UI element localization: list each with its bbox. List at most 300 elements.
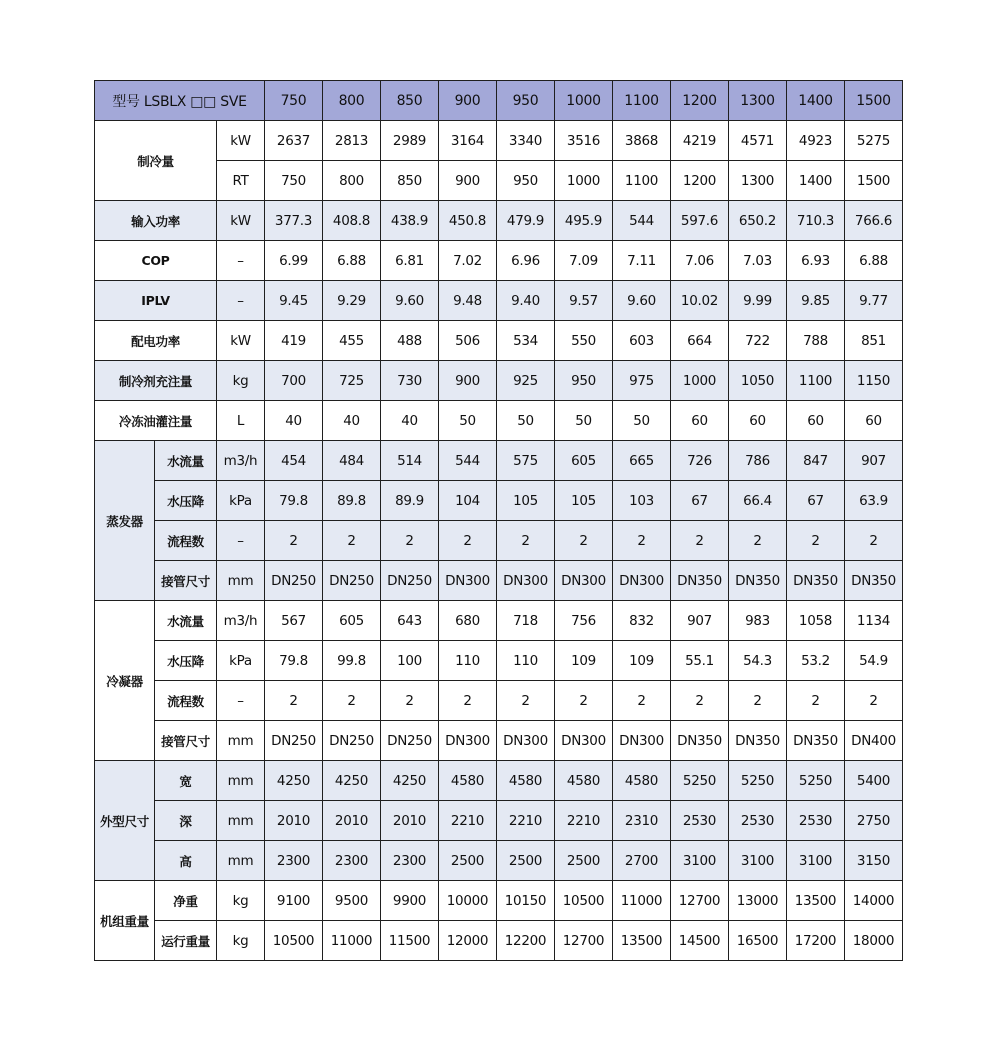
value-cell: 544 [613, 201, 671, 241]
value-cell: 575 [497, 441, 555, 481]
value-cell: 766.6 [845, 201, 903, 241]
value-cell: 60 [671, 401, 729, 441]
value-cell: 110 [497, 641, 555, 681]
value-cell: 1050 [729, 361, 787, 401]
value-cell: 454 [265, 441, 323, 481]
value-cell: 5250 [671, 761, 729, 801]
value-cell: 12700 [555, 921, 613, 961]
value-cell: 12200 [497, 921, 555, 961]
value-cell: 907 [671, 601, 729, 641]
value-cell: 103 [613, 481, 671, 521]
value-cell: 104 [439, 481, 497, 521]
value-cell: 950 [497, 161, 555, 201]
value-cell: 2 [323, 521, 381, 561]
value-cell: 2 [497, 681, 555, 721]
value-cell: 643 [381, 601, 439, 641]
value-cell: 99.8 [323, 641, 381, 681]
unit-cell: – [217, 521, 265, 561]
value-cell: 67 [787, 481, 845, 521]
header-row [95, 81, 903, 121]
value-cell: 2210 [439, 801, 497, 841]
value-cell: DN350 [671, 561, 729, 601]
value-cell: DN250 [323, 561, 381, 601]
value-cell: 506 [439, 321, 497, 361]
value-cell: 7.09 [555, 241, 613, 281]
value-cell: 725 [323, 361, 381, 401]
value-cell: 9.99 [729, 281, 787, 321]
value-cell: 11500 [381, 921, 439, 961]
value-cell: 850 [381, 161, 439, 201]
value-cell: 950 [555, 361, 613, 401]
table-row [95, 841, 903, 881]
value-cell: 2 [265, 521, 323, 561]
sub-label: 水压降 [155, 641, 217, 681]
value-cell: 1058 [787, 601, 845, 641]
value-cell: 1150 [845, 361, 903, 401]
value-cell: DN300 [613, 721, 671, 761]
value-cell: 3164 [439, 121, 497, 161]
value-cell: 40 [323, 401, 381, 441]
value-cell: 2 [613, 521, 671, 561]
value-cell: 53.2 [787, 641, 845, 681]
value-cell: 2300 [381, 841, 439, 881]
value-cell: 50 [555, 401, 613, 441]
value-cell: 4571 [729, 121, 787, 161]
value-cell: DN400 [845, 721, 903, 761]
value-cell: 3340 [497, 121, 555, 161]
row-label: 制冷量 [95, 121, 217, 201]
group-label: 机组重量 [95, 881, 155, 961]
unit-cell: kPa [217, 641, 265, 681]
value-cell: 109 [555, 641, 613, 681]
unit-cell: kg [217, 881, 265, 921]
value-cell: 597.6 [671, 201, 729, 241]
value-cell: 9.60 [613, 281, 671, 321]
value-cell: 79.8 [265, 481, 323, 521]
value-cell: 50 [497, 401, 555, 441]
value-cell: 9100 [265, 881, 323, 921]
value-cell: 60 [729, 401, 787, 441]
table-row [95, 761, 903, 801]
value-cell: 7.06 [671, 241, 729, 281]
value-cell: 4580 [555, 761, 613, 801]
unit-cell: kg [217, 361, 265, 401]
value-cell: 800 [323, 161, 381, 201]
model-column-header: 1300 [729, 81, 787, 121]
row-label: IPLV [95, 281, 217, 321]
value-cell: 7.11 [613, 241, 671, 281]
value-cell: 109 [613, 641, 671, 681]
value-cell: 664 [671, 321, 729, 361]
value-cell: 9.40 [497, 281, 555, 321]
value-cell: 567 [265, 601, 323, 641]
value-cell: 450.8 [439, 201, 497, 241]
value-cell: 9.48 [439, 281, 497, 321]
value-cell: 4250 [381, 761, 439, 801]
unit-cell: – [217, 281, 265, 321]
sub-label: 接管尺寸 [155, 561, 217, 601]
value-cell: DN250 [381, 721, 439, 761]
value-cell: 438.9 [381, 201, 439, 241]
value-cell: 488 [381, 321, 439, 361]
value-cell: 3868 [613, 121, 671, 161]
value-cell: 14500 [671, 921, 729, 961]
value-cell: 2500 [497, 841, 555, 881]
value-cell: 2500 [555, 841, 613, 881]
value-cell: 2 [555, 681, 613, 721]
value-cell: DN350 [845, 561, 903, 601]
value-cell: 1000 [555, 161, 613, 201]
value-cell: DN300 [497, 721, 555, 761]
value-cell: 10000 [439, 881, 497, 921]
value-cell: 722 [729, 321, 787, 361]
unit-cell: m3/h [217, 441, 265, 481]
value-cell: 3516 [555, 121, 613, 161]
value-cell: 975 [613, 361, 671, 401]
value-cell: 4580 [439, 761, 497, 801]
value-cell: DN250 [323, 721, 381, 761]
value-cell: 832 [613, 601, 671, 641]
value-cell: 66.4 [729, 481, 787, 521]
sub-label: 流程数 [155, 681, 217, 721]
value-cell: 650.2 [729, 201, 787, 241]
model-label: 型号 LSBLX □□ SVE [95, 81, 265, 121]
value-cell: 9.57 [555, 281, 613, 321]
sub-label: 水流量 [155, 601, 217, 641]
sub-label: 高 [155, 841, 217, 881]
table-row [95, 641, 903, 681]
value-cell: 1300 [729, 161, 787, 201]
value-cell: 4580 [497, 761, 555, 801]
value-cell: 750 [265, 161, 323, 201]
value-cell: 3100 [671, 841, 729, 881]
value-cell: 5250 [787, 761, 845, 801]
value-cell: 11000 [613, 881, 671, 921]
value-cell: 408.8 [323, 201, 381, 241]
value-cell: 13000 [729, 881, 787, 921]
unit-cell: mm [217, 841, 265, 881]
value-cell: 2010 [381, 801, 439, 841]
value-cell: 1100 [787, 361, 845, 401]
value-cell: 6.99 [265, 241, 323, 281]
sub-label: 水流量 [155, 441, 217, 481]
sub-label: 接管尺寸 [155, 721, 217, 761]
value-cell: 726 [671, 441, 729, 481]
value-cell: 4250 [323, 761, 381, 801]
value-cell: 89.8 [323, 481, 381, 521]
value-cell: 2 [265, 681, 323, 721]
sub-label: 运行重量 [155, 921, 217, 961]
value-cell: 2 [729, 521, 787, 561]
value-cell: 2210 [497, 801, 555, 841]
value-cell: 788 [787, 321, 845, 361]
value-cell: 12700 [671, 881, 729, 921]
value-cell: 1500 [845, 161, 903, 201]
value-cell: 105 [555, 481, 613, 521]
model-column-header: 1200 [671, 81, 729, 121]
value-cell: 6.96 [497, 241, 555, 281]
value-cell: 9.29 [323, 281, 381, 321]
sub-label: 深 [155, 801, 217, 841]
value-cell: 2530 [671, 801, 729, 841]
value-cell: 4923 [787, 121, 845, 161]
unit-cell: mm [217, 561, 265, 601]
value-cell: DN350 [787, 721, 845, 761]
unit-cell: mm [217, 801, 265, 841]
model-column-header: 800 [323, 81, 381, 121]
value-cell: 50 [439, 401, 497, 441]
row-label: COP [95, 241, 217, 281]
table-row [95, 241, 903, 281]
value-cell: 756 [555, 601, 613, 641]
value-cell: 2813 [323, 121, 381, 161]
unit-cell: RT [217, 161, 265, 201]
value-cell: 2310 [613, 801, 671, 841]
table-row [95, 121, 903, 161]
value-cell: 2 [845, 681, 903, 721]
sub-label: 水压降 [155, 481, 217, 521]
unit-cell: mm [217, 761, 265, 801]
value-cell: DN350 [729, 721, 787, 761]
value-cell: 5400 [845, 761, 903, 801]
value-cell: 3100 [787, 841, 845, 881]
table-row [95, 881, 903, 921]
value-cell: 479.9 [497, 201, 555, 241]
table-row [95, 281, 903, 321]
group-label: 外型尺寸 [95, 761, 155, 881]
value-cell: 4580 [613, 761, 671, 801]
value-cell: 534 [497, 321, 555, 361]
value-cell: 2010 [265, 801, 323, 841]
value-cell: 983 [729, 601, 787, 641]
value-cell: 550 [555, 321, 613, 361]
value-cell: 847 [787, 441, 845, 481]
value-cell: 2 [323, 681, 381, 721]
table-row [95, 441, 903, 481]
value-cell: 50 [613, 401, 671, 441]
value-cell: 55.1 [671, 641, 729, 681]
table-row [95, 481, 903, 521]
value-cell: 14000 [845, 881, 903, 921]
value-cell: 3150 [845, 841, 903, 881]
unit-cell: mm [217, 721, 265, 761]
value-cell: 2210 [555, 801, 613, 841]
value-cell: 9500 [323, 881, 381, 921]
value-cell: 2 [787, 681, 845, 721]
value-cell: 9.60 [381, 281, 439, 321]
value-cell: 6.93 [787, 241, 845, 281]
value-cell: 2 [381, 521, 439, 561]
unit-cell: kW [217, 201, 265, 241]
table-row [95, 401, 903, 441]
value-cell: 700 [265, 361, 323, 401]
unit-cell: L [217, 401, 265, 441]
value-cell: 18000 [845, 921, 903, 961]
unit-cell: kg [217, 921, 265, 961]
value-cell: 2300 [323, 841, 381, 881]
value-cell: 54.9 [845, 641, 903, 681]
value-cell: 40 [265, 401, 323, 441]
value-cell: 1000 [671, 361, 729, 401]
value-cell: 2 [555, 521, 613, 561]
value-cell: 17200 [787, 921, 845, 961]
value-cell: 3100 [729, 841, 787, 881]
table-row [95, 601, 903, 641]
table-row [95, 721, 903, 761]
value-cell: 110 [439, 641, 497, 681]
table-row [95, 801, 903, 841]
value-cell: 665 [613, 441, 671, 481]
model-column-header: 850 [381, 81, 439, 121]
value-cell: 10500 [265, 921, 323, 961]
spec-table-body [95, 81, 903, 961]
value-cell: DN250 [265, 561, 323, 601]
value-cell: 710.3 [787, 201, 845, 241]
row-label: 冷冻油灌注量 [95, 401, 217, 441]
value-cell: 1100 [613, 161, 671, 201]
value-cell: 79.8 [265, 641, 323, 681]
table-row [95, 321, 903, 361]
row-label: 制冷剂充注量 [95, 361, 217, 401]
model-column-header: 1500 [845, 81, 903, 121]
sub-label: 流程数 [155, 521, 217, 561]
value-cell: 2 [787, 521, 845, 561]
value-cell: DN350 [787, 561, 845, 601]
value-cell: 680 [439, 601, 497, 641]
value-cell: 2010 [323, 801, 381, 841]
unit-cell: kW [217, 321, 265, 361]
unit-cell: kPa [217, 481, 265, 521]
value-cell: 10.02 [671, 281, 729, 321]
spec-table [94, 80, 903, 961]
value-cell: 605 [323, 601, 381, 641]
value-cell: DN350 [671, 721, 729, 761]
value-cell: 9900 [381, 881, 439, 921]
value-cell: 514 [381, 441, 439, 481]
value-cell: 2 [845, 521, 903, 561]
value-cell: 730 [381, 361, 439, 401]
value-cell: 5250 [729, 761, 787, 801]
value-cell: 718 [497, 601, 555, 641]
value-cell: 1134 [845, 601, 903, 641]
model-column-header: 750 [265, 81, 323, 121]
value-cell: 605 [555, 441, 613, 481]
value-cell: DN350 [729, 561, 787, 601]
value-cell: 2 [671, 521, 729, 561]
value-cell: 2 [729, 681, 787, 721]
value-cell: DN250 [381, 561, 439, 601]
value-cell: 10500 [555, 881, 613, 921]
value-cell: 67 [671, 481, 729, 521]
row-label: 输入功率 [95, 201, 217, 241]
unit-cell: – [217, 681, 265, 721]
unit-cell: kW [217, 121, 265, 161]
table-row [95, 161, 903, 201]
value-cell: 419 [265, 321, 323, 361]
value-cell: 603 [613, 321, 671, 361]
value-cell: 40 [381, 401, 439, 441]
value-cell: 2 [439, 521, 497, 561]
value-cell: 851 [845, 321, 903, 361]
table-row [95, 521, 903, 561]
group-label: 冷凝器 [95, 601, 155, 761]
value-cell: 925 [497, 361, 555, 401]
value-cell: 2 [381, 681, 439, 721]
model-column-header: 1100 [613, 81, 671, 121]
value-cell: 7.02 [439, 241, 497, 281]
value-cell: 2637 [265, 121, 323, 161]
model-column-header: 900 [439, 81, 497, 121]
value-cell: 10150 [497, 881, 555, 921]
value-cell: 12000 [439, 921, 497, 961]
table-row [95, 921, 903, 961]
value-cell: 2750 [845, 801, 903, 841]
value-cell: 11000 [323, 921, 381, 961]
value-cell: 786 [729, 441, 787, 481]
value-cell: DN250 [265, 721, 323, 761]
value-cell: 4250 [265, 761, 323, 801]
model-column-header: 1400 [787, 81, 845, 121]
value-cell: 1400 [787, 161, 845, 201]
value-cell: 900 [439, 361, 497, 401]
value-cell: 13500 [787, 881, 845, 921]
value-cell: 6.88 [845, 241, 903, 281]
value-cell: 89.9 [381, 481, 439, 521]
value-cell: 2 [671, 681, 729, 721]
value-cell: 495.9 [555, 201, 613, 241]
value-cell: 900 [439, 161, 497, 201]
value-cell: 4219 [671, 121, 729, 161]
value-cell: DN300 [497, 561, 555, 601]
unit-cell: m3/h [217, 601, 265, 641]
value-cell: 13500 [613, 921, 671, 961]
value-cell: 544 [439, 441, 497, 481]
model-column-header: 950 [497, 81, 555, 121]
value-cell: 9.85 [787, 281, 845, 321]
value-cell: 100 [381, 641, 439, 681]
value-cell: 6.81 [381, 241, 439, 281]
value-cell: 484 [323, 441, 381, 481]
value-cell: 2 [613, 681, 671, 721]
value-cell: 1200 [671, 161, 729, 201]
value-cell: DN300 [613, 561, 671, 601]
value-cell: 2530 [787, 801, 845, 841]
table-row [95, 681, 903, 721]
unit-cell: – [217, 241, 265, 281]
value-cell: 2989 [381, 121, 439, 161]
value-cell: DN300 [555, 721, 613, 761]
value-cell: 60 [845, 401, 903, 441]
value-cell: 907 [845, 441, 903, 481]
value-cell: 2500 [439, 841, 497, 881]
value-cell: 63.9 [845, 481, 903, 521]
value-cell: 2530 [729, 801, 787, 841]
sub-label: 宽 [155, 761, 217, 801]
value-cell: 60 [787, 401, 845, 441]
value-cell: 105 [497, 481, 555, 521]
value-cell: 377.3 [265, 201, 323, 241]
value-cell: 455 [323, 321, 381, 361]
value-cell: 2700 [613, 841, 671, 881]
value-cell: 7.03 [729, 241, 787, 281]
value-cell: 2 [497, 521, 555, 561]
value-cell: 9.45 [265, 281, 323, 321]
value-cell: 2300 [265, 841, 323, 881]
value-cell: 2 [439, 681, 497, 721]
value-cell: 16500 [729, 921, 787, 961]
sub-label: 净重 [155, 881, 217, 921]
value-cell: 6.88 [323, 241, 381, 281]
